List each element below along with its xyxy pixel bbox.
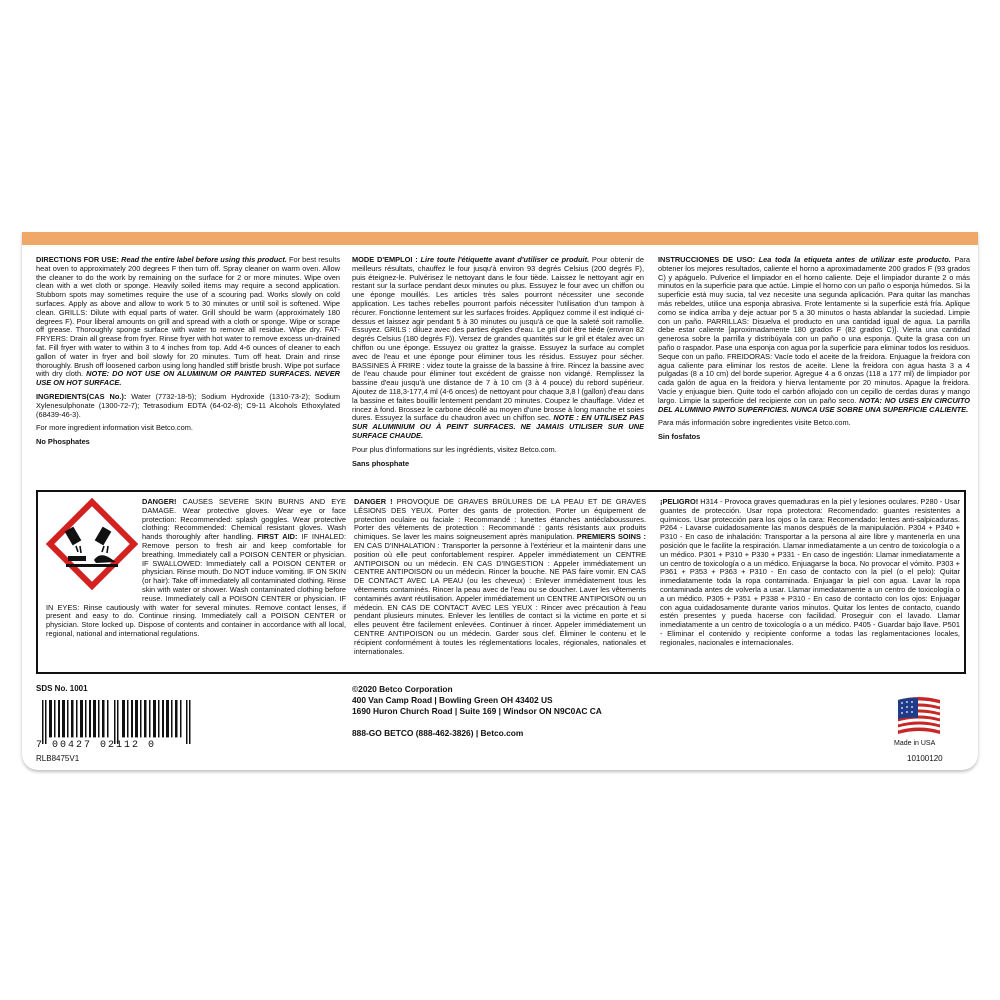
barcode-digits: 7 00427 02112 0 xyxy=(36,740,157,751)
pictogram-space xyxy=(46,498,142,602)
mode-emploi-note: NOTE : EN UTILISEZ PAS SUR ALUMINIUM OU À PEINT SURFACES. NE JAMAIS UTILISER SUR UNE SURFACE CHAUDE. xyxy=(352,413,644,440)
french-instructions xyxy=(352,256,644,486)
sds-number: SDS No. 1001 xyxy=(36,684,88,693)
first-aid-text: IF INHALED: Remove person to fresh air and keep comfortable for breathing. Immediately call a POISON CENTER or physician. IF SWALLOWED: Immediately call a POISON CENTER or physician. Rinse mouth. Do NOT induce vomiting. IF ON SKIN (or hair): Take off immediately all contaminated clothing. Rinse skin with water or shower. Wash contaminated clothing before reuse. Immediately call a POISON CENTER or physician. IF IN EYES: Rinse cautiously with water for several minutes. Remove contact lenses, if present and easy to do. Continue rinsing. Immediately call a POISON CENTER or physician. Store locked up. Dispose of contents and container in accordance with all local, regional, national and international regulations. xyxy=(46,532,346,638)
danger-label: DANGER! xyxy=(142,498,177,506)
first-aid-label: FIRST AID: xyxy=(257,532,298,542)
directions-read-label: Read the entire label before using this product. xyxy=(121,256,287,264)
barcode-icon xyxy=(36,700,206,744)
product-code: 10100120 xyxy=(907,754,943,763)
ingredients-label: INGREDIENTS(CAS No.): xyxy=(36,391,127,401)
peligro-text: H314 - Provoca graves quemaduras en la piel y lesiones oculares. P280 - Usar guantes de protección. Usar ropa protectora: Recomendado: guantes resistentes a químicos. Usar protección para los ojos o la cara: Recomendado: lentes anti-salpicaduras. P264 - Lavarse cuidadosamente las manos después de la manipulación. P304 + P340 + P310 - En caso de inhalación: Transportar a la persona al aire libre y mantenerla en una posición que le facilite la respiración. Llamar inmediatamente a un centro de toxicología o a un médico. P301 + P310 + P330 + P331 - En caso de ingestión: Llamar inmediatamente a un centro de toxicología o a un médico. Enjuagarse la boca. No provocar el vómito. P303 + P361 + P353 + P363 + P310 - En caso de contacto con la piel (o el pelo): Quitar inmediatamente toda la ropa contaminada. Enjuagar la piel con agua. Lavar la ropa contaminada antes de volverla a usar. Llamar inmediatamente a un centro de toxicología o a un médico. P305 + P351 + P338 + P310 - En caso de contacto con los ojos: Enjuagar con agua cuidadosamente durante varios minutos. Quitar los lentes de contacto, cuando estén presentes y pueda hacerse con facilidad. Proseguir con el lavado. Llamar inmediatamente a un centro de toxicología o a un médico. P405 - Guardar bajo llave. P501 - Eliminar el contenido y recipiente conforme a todas las reglamentaciones locales, regionales, nacionales e internacionales. xyxy=(660,498,960,647)
mode-emploi-text: Pour obtenir de meilleurs résultats, chauffez le four jusqu'à environ 93 degrés Celsius (200 degrés F), puis éteignez-le. Pulvérisez le nettoyant dans le four tiède. Laissez le nettoyant agir en restant sur la surface pendant deux minutes ou plus. Essuyez le four avec un chiffon ou une éponge mouillés. Les articles très sales pourront nécessiter une seconde application. Les taches rebelles pourront parfois nécessiter l'utilisation d'un tampon à récurer. Fonctionne lentement sur les surfaces froides. Appliquez comme il est indiqué ci-dessus et laissez agir pendant 5 à 30 minutes ou jusqu'à ce que la saleté soit ramollie. Essuyez. GRILS : diluez avec des parties égales d'eau. Le gril doit être tiède (environ 82 degrés Celsius (180 degrés F)). Versez de grandes quantités sur le gril et étalez avec un chiffon ou une éponge. Essuyez ou grattez la graisse. Essuyez la surface au complet avec de l'eau et une éponge pour éliminer tous les résidus. Essuyez pour sécher. BASSINES À FRIRE : videz toute la graisse de la bassine à frire. Rincez la bassine avec de l'eau chaude pour éliminer tout excédent de graisse non vidangé. Remplissez la bassine d'eau jusqu'à une distance de 7 à 10 cm (3 à 4 pouce) du rebord supérieur. Ajoutez de 118,3-177,4 ml (4-6 onces) de nettoyant pour chaque 3,8 l (gallon) d'eau dans la bassine et faites bouillir lentement pendant 20 minutes. Coupez le chauffage. Videz et rincez à fond. Brossez le carbone décollé au moyen d'une brosse à long manche et soies dures. Essuyez la surface du chaudron avec un chiffon sec. xyxy=(352,256,644,423)
corrosion-pictogram-icon xyxy=(46,498,138,590)
address-ca: 1690 Huron Church Road | Suite 169 | Windsor ON N9C0AC CA xyxy=(352,706,602,716)
hazard-english xyxy=(46,498,346,668)
spanish-phosphates: Sin fosfatos xyxy=(658,432,701,442)
instrucciones-heading: INSTRUCCIONES DE USO: xyxy=(658,256,759,264)
premiers-soins-text: EN CAS D'INHALATION : Transporter la personne à l'extérieur et la maintenir dans une position où elle peut confortablement respirer. Appeler immédiatement un CENTRE ANTIPOISON ou un médecin. EN CAS D'INGESTION : Appeler immédiatement un CENTRE ANTIPOISON ou un médecin. Rincer la bouche. NE PAS faire vomir. EN CAS DE CONTACT AVEC LA PEAU (ou les cheveux) : Enlever immédiatement tous les vêtements contaminés. Rincer la peau avec de l'eau ou se doucher. Laver les vêtements contaminés avant réutilisation. Appeler immédiatement un CENTRE ANTIPOISON ou un médecin. EN CAS DE CONTACT AVEC LES YEUX : Rincer avec précaution à l'eau pendant plusieurs minutes. Enlever les lentilles de contact si la victime en porte et si elles peuvent être facilement enlevées. Continuer à rincer. Appeler immédiatement un CENTRE ANTIPOISON ou un médecin. Garder sous clef. Éliminer le contenu et le récipient conformément à toutes les réglementations locales, régionales, nationales et internationales. xyxy=(354,540,646,656)
hazard-french xyxy=(354,498,646,668)
peligro-label: ¡PELIGRO! xyxy=(660,498,699,506)
directions-heading: DIRECTIONS FOR USE: xyxy=(36,256,122,264)
us-flag-icon xyxy=(894,694,944,740)
spanish-more-info: Para más información sobre ingredientes visite Betco.com. xyxy=(658,418,851,428)
ingredients-text: Water (7732-18-5); Sodium Hydroxide (1310-73-2); Sodium Xylenesulphonate (1300-72-7); Tetrasodium EDTA (64-02-8); C9-11 Alcohols Ethoxylated (68439-46-3). xyxy=(36,391,340,419)
product-label xyxy=(22,232,978,770)
danger-text: CAUSES SEVERE SKIN BURNS AND EYE DAMAGE. Wear protective gloves. Wear eye or face protection: Recommended: splash goggles. Wear protective clothing: Recommended: Chemical resistant gloves. Wash hands thoroughly after handling. xyxy=(142,498,346,542)
instrucciones-text: Para obtener los mejores resultados, caliente el horno a aproximadamente 200 grados F (93 grados C) y apáguelo. Pulverice el limpiador en el horno caliente. Deje el limpiador durante 2 o más minutos en la superficie para que actúe. Limpie el horno con un paño o esponja húmedos. Si la superficie está muy sucia, tal vez necesite una segunda aplicación. Para quitar las manchas más rebeldes, utilice una esponja abrasiva. Frote lentamente si la superficie está fría. Aplique como se indica arriba y deje actuar por 5 a 30 minutos o hasta ablandar la suciedad. Limpie con un paño. PARRILLAS: Disuelva el producto en una cantidad igual de agua. La parrilla debe estar caliente [aproximadamente 180 grados F (82 grados C)]. Vierta una cantidad generosa sobre la parrilla y distribúyala con un paño o una esponja. Quite la grasa con un paño o raspador. Pase una esponja con agua por la superficie para eliminar todos los residuos. Seque con un paño. FREIDORAS: Vacíe todo el aceite de la freidora. Enjuague la freidora con agua caliente para eliminar los restos de aceite. Llene la freidora con agua hasta 3 a 4 pulgadas (8 a 10 cm) del borde superior. Agregue 4 a 6 onzas (118 a 177 ml) de limpiador por cada galón de agua en la freidora y hierva lentamente por 20 minutos. Apague la freidora. Vacíe y enjuague bien. Quite todo el carbón aflojado con un cepillo de cerdas duras y mango largo. Limpie la superficie del recipiente con un paño seco. xyxy=(658,256,970,405)
directions-note: NOTE: DO NOT USE ON ALUMINUM OR PAINTED SURFACES. NEVER USE ON HOT SURFACE. xyxy=(36,369,340,388)
company-info xyxy=(352,684,602,717)
made-in-usa: Made in USA xyxy=(894,740,936,747)
french-more-info: Pour plus d'informations sur les ingrédients, visitez Betco.com. xyxy=(352,444,557,454)
french-phosphates: Sans phosphate xyxy=(352,458,410,468)
copyright: ©2020 Betco Corporation xyxy=(352,684,453,694)
phosphates-text: No Phosphates xyxy=(36,437,90,447)
mode-emploi-heading: MODE D'EMPLOI : xyxy=(352,256,421,264)
more-info-text: For more ingredient information visit Betco.com. xyxy=(36,423,193,433)
address-us: 400 Van Camp Road | Bowling Green OH 43402 US xyxy=(352,695,553,705)
orange-stripe xyxy=(22,232,978,245)
phone-line: 888-GO BETCO (888-462-3826) | Betco.com xyxy=(352,728,524,738)
rlb-code: RLB8475V1 xyxy=(36,754,80,763)
spanish-instructions xyxy=(658,256,970,486)
instrucciones-note: NOTA: NO USES EN CIRCUITO DEL ALUMINIO PINTO SUPERFICIES. NUNCA USE SOBRE UNA SUPERFICIE CALIENTE. xyxy=(658,395,970,414)
hazard-box xyxy=(36,490,966,674)
hazard-spanish xyxy=(660,498,960,668)
instrucciones-read-label: Lea toda la etiqueta antes de utilizar este producto. xyxy=(758,256,951,264)
danger-fr-label: DANGER ! xyxy=(354,498,393,506)
danger-fr-text: PROVOQUE DE GRAVES BRÛLURES DE LA PEAU ET DE GRAVES LÉSIONS DES YEUX. Porter des gants de protection. Porter un équipement de protection oculaire ou faciale : Recommandé : lunettes étanches antiéclaboussures. Porter des vêtements de protection : Recommandé : gants résistants aux produits chimiques. Se laver les mains soigneusement après manipulation. xyxy=(354,498,646,542)
mode-emploi-read-label: Lire toute l'étiquette avant d'utiliser ce produit. xyxy=(420,256,590,264)
premiers-soins-label: PREMIERS SOINS : xyxy=(576,532,646,542)
directions-text: For best results heat oven to approximately 200 degrees F then turn off. Spray cleaner on warm oven. Allow the cleaner to do the work by remaining on the surface for 2 or more minutes. Wipe oven clean with a wet cloth or sponge. Heavily soiled items may require a second application. Stubborn spots may sometimes require the use of a scouring pad. Works slowly on cold surfaces. Apply as above and allow to work 5 to 30 minutes or until soil is softened. Wipe clean. GRILLS: Dilute with equal parts of water. Grill should be warm (approximately 180 degrees F). Pour liberal amounts on grill and spread with a cloth or sponge. Wipe or scrape off grease. Thoroughly sponge surface with water to remove all residue. Wipe dry. FAT-FRYERS: Drain all grease from fryer. Rinse fryer with hot water to remove excess un-drained fat. Fill fryer with water to within 3 to 4 inches from top. Add 4-6 ounces of cleaner to each gallon of water in fryer and boil slowly for 20 minutes. Turn off heat. Drain and rinse thoroughly. Brush off loosened carbon using long handled stiff bristle brush. Wipe pot surface with dry cloth. xyxy=(36,256,340,379)
english-instructions xyxy=(36,256,340,468)
